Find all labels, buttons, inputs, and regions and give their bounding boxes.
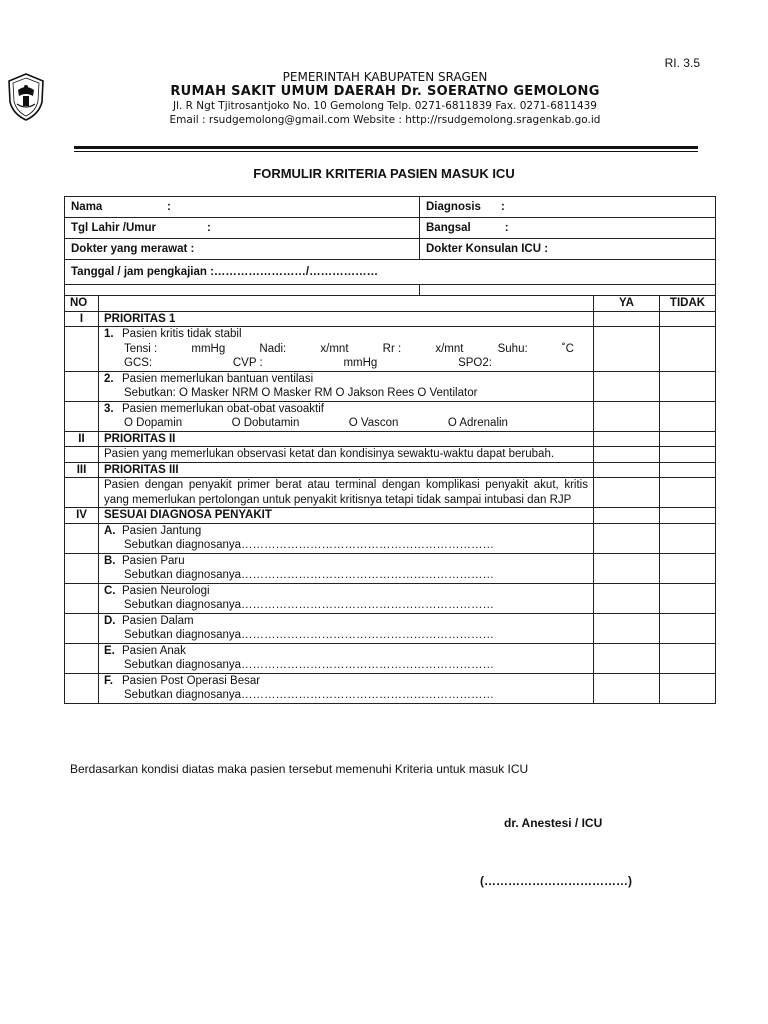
- criteria-table: NO YA TIDAK I PRIORITAS 1 1. Pasien kritis tidak stabil Tensi : mmHg Nadi: x/mnt Rr : x/mnt Suhu: ˚C GCS: CVP : mmHg SPO2: 2. Pasien memerlukan bantuan ventilasi Sebutkan: O Masker NRM O Masker RM O Jakson Rees O Ventilator 3. Pasien memerlukan obat-obat vasoaktif O Dopamin O Dobutamin O Vascon O Adrenalin II PRIORITAS II Pasien yang memerlukan observasi ketat dan kondisinya sewaktu-waktu dapat berubah. III PRIORITAS III Pasien dengan penyakit primer berat atau terminal dengan komplikasi penyakit akut, kritis yang memerlukan pertolongan untuk penyakit kritisnya tetapi tidak sampai intubasi dan RJP IV SESUAI DIAGNOSA PENYAKIT A. Pasien Jantung Sebutkan diagnosanya………………………………………………………… B. Pasien Paru Sebutkan diagnosanya………………………………………………………… C. Pasien Neurologi Sebutkan diagnosanya………………………………………………………… D. Pasien Dalam Sebutkan diagnosanya………………………………………………………… E. Pasien Anak Sebutkan diagnosanya………………………………………………………… F. Pasien Post Operasi Besar Sebutkan diagnosanya…………………………………………………………: [64, 295, 716, 704]
- ya-checkbox[interactable]: [594, 613, 660, 628]
- criteria-item: Pasien memerlukan bantuan ventilasi: [122, 372, 314, 385]
- tidak-checkbox[interactable]: [660, 478, 716, 508]
- tidak-checkbox[interactable]: [660, 643, 716, 658]
- patient-info-table: [64, 196, 716, 296]
- field-dokter-konsulan[interactable]: Dokter Konsulan ICU :: [420, 239, 716, 260]
- ya-checkbox[interactable]: [594, 643, 660, 658]
- tidak-checkbox[interactable]: [660, 523, 716, 538]
- tidak-checkbox[interactable]: [660, 371, 716, 386]
- ya-checkbox[interactable]: [594, 401, 660, 416]
- vital-signs-row-1[interactable]: Tensi : mmHg Nadi: x/mnt Rr : x/mnt Suhu: ˚C: [124, 342, 574, 355]
- ya-checkbox[interactable]: [594, 523, 660, 538]
- diagnosis-blank[interactable]: Sebutkan diagnosanya…………………………………………………………: [124, 689, 495, 701]
- diagnosis-blank[interactable]: Sebutkan diagnosanya…………………………………………………………: [124, 539, 495, 551]
- tidak-checkbox[interactable]: [660, 673, 716, 688]
- tidak-checkbox[interactable]: [660, 401, 716, 416]
- header-government: PEMERINTAH KABUPATEN SRAGEN: [282, 70, 488, 84]
- section-title: PRIORITAS III: [99, 462, 594, 478]
- field-tgl-lahir[interactable]: Tgl Lahir /Umur :: [65, 218, 420, 239]
- header-address: Jl. R Ngt Tjitrosantjoko No. 10 Gemolong Telp. 0271-6811839 Fax. 0271-6811439: [172, 100, 597, 112]
- signature-role: dr. Anestesi / ICU: [504, 816, 603, 830]
- ya-checkbox[interactable]: [594, 447, 660, 463]
- ventilation-options[interactable]: Sebutkan: O Masker NRM O Masker RM O Jakson Rees O Ventilator: [124, 387, 478, 399]
- col-header-no: NO: [65, 296, 99, 312]
- form-title: FORMULIR KRITERIA PASIEN MASUK ICU: [253, 166, 515, 181]
- criteria-item: Pasien kritis tidak stabil: [122, 328, 242, 340]
- ya-checkbox[interactable]: [594, 553, 660, 568]
- field-nama[interactable]: Nama :: [65, 197, 420, 218]
- regency-seal-logo: [6, 72, 46, 122]
- field-bangsal[interactable]: Bangsal :: [420, 218, 716, 239]
- header-rule-thick: [74, 146, 698, 149]
- criteria-item: Pasien memerlukan obat-obat vasoaktif: [122, 402, 324, 415]
- document-code: RI. 3.5: [664, 56, 700, 70]
- field-diagnosis[interactable]: Diagnosis :: [420, 197, 716, 218]
- section-title: SESUAI DIAGNOSA PENYAKIT: [99, 508, 594, 524]
- section-title: PRIORITAS 1: [99, 311, 594, 327]
- diagnosis-blank[interactable]: Sebutkan diagnosanya…………………………………………………………: [124, 659, 495, 671]
- tidak-checkbox[interactable]: [660, 553, 716, 568]
- ya-checkbox[interactable]: [594, 478, 660, 508]
- criteria-item: Pasien yang memerlukan observasi ketat dan kondisinya sewaktu-waktu dapat berubah.: [99, 447, 594, 463]
- ya-checkbox[interactable]: [594, 327, 660, 342]
- col-header-tidak: TIDAK: [660, 296, 716, 312]
- diagnosis-blank[interactable]: Sebutkan diagnosanya…………………………………………………………: [124, 599, 495, 611]
- diagnosis-category: Pasien Paru: [122, 554, 185, 567]
- diagnosis-category: Pasien Jantung: [122, 524, 202, 537]
- section-title: PRIORITAS II: [99, 431, 594, 447]
- criteria-item: Pasien dengan penyakit primer berat atau terminal dengan komplikasi penyakit akut, kritis yang memerlukan pertolongan untuk penyakit kritisnya tetapi tidak sampai intubasi dan RJP: [99, 478, 594, 508]
- row-num: I: [65, 311, 99, 327]
- diagnosis-category: Pasien Post Operasi Besar: [122, 674, 261, 687]
- header-rule-thin: [74, 151, 698, 152]
- diagnosis-blank[interactable]: Sebutkan diagnosanya…………………………………………………………: [124, 569, 495, 581]
- field-dokter-merawat[interactable]: Dokter yang merawat :: [65, 239, 420, 260]
- ya-checkbox[interactable]: [594, 371, 660, 386]
- field-tanggal-pengkajian[interactable]: Tanggal / jam pengkajian :……………………/………………: [65, 260, 716, 285]
- col-header-ya: YA: [594, 296, 660, 312]
- tidak-checkbox[interactable]: [660, 327, 716, 342]
- ya-checkbox[interactable]: [594, 673, 660, 688]
- diagnosis-category: Pasien Dalam: [122, 614, 194, 627]
- vasoactive-options[interactable]: O Dopamin O Dobutamin O Vascon O Adrenalin: [124, 417, 508, 429]
- diagnosis-category: Pasien Anak: [122, 644, 186, 657]
- tidak-checkbox[interactable]: [660, 613, 716, 628]
- ya-checkbox[interactable]: [594, 583, 660, 598]
- header-contact: Email : rsudgemolong@gmail.com Website : http://rsudgemolong.sragenkab.go.id: [169, 114, 601, 126]
- diagnosis-category: Pasien Neurologi: [122, 584, 210, 597]
- tidak-checkbox[interactable]: [660, 447, 716, 463]
- conclusion-statement: Berdasarkan kondisi diatas maka pasien tersebut memenuhi Kriteria untuk masuk ICU: [70, 762, 529, 776]
- header-hospital-name: RUMAH SAKIT UMUM DAERAH Dr. SOERATNO GEMOLONG: [170, 84, 600, 99]
- vital-signs-row-2[interactable]: GCS: CVP : mmHg SPO2:: [124, 357, 492, 369]
- signature-blank[interactable]: (………………………………): [480, 874, 632, 888]
- tidak-checkbox[interactable]: [660, 583, 716, 598]
- diagnosis-blank[interactable]: Sebutkan diagnosanya…………………………………………………………: [124, 629, 495, 641]
